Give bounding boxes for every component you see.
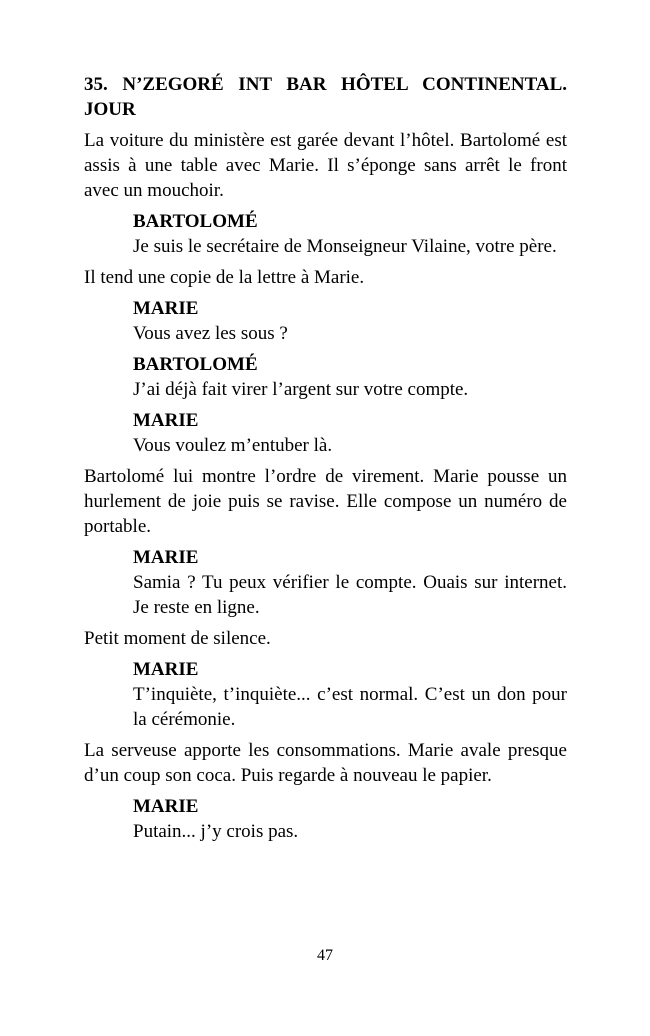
character-name: MARIE [133, 410, 199, 431]
dialogue-line: Putain... j’y crois pas. [133, 821, 299, 842]
character-name: BARTOLOMÉ [133, 211, 258, 232]
dialogue-block [133, 296, 567, 346]
dialogue-block [133, 545, 567, 620]
dialogue-line: Vous voulez m’entuber là. [133, 435, 333, 456]
character-name: MARIE [133, 659, 199, 680]
action-paragraph: La voiture du ministère est garée devant l’hôtel. Bartolomé est assis à une table avec Marie. Il s’éponge sans arrêt le front avec un mouchoir. [84, 130, 567, 201]
dialogue-line: T’inquiète, t’inquiète... c’est normal. C’est un don pour la cérémonie. [133, 684, 567, 730]
dialogue-line: Samia ? Tu peux vérifier le compte. Ouais sur internet. Je reste en ligne. [133, 572, 567, 618]
page-number: 47 [317, 947, 333, 964]
dialogue-block [133, 657, 567, 732]
scene-heading: 35. N’ZEGORÉ INT BAR HÔTEL CONTINENTAL. JOUR [84, 74, 567, 120]
dialogue-line: J’ai déjà fait virer l’argent sur votre compte. [133, 379, 469, 400]
action-paragraph: Bartolomé lui montre l’ordre de virement. Marie pousse un hurlement de joie puis se ravise. Elle compose un numéro de portable. [84, 466, 567, 537]
dialogue-line: Je suis le secrétaire de Monseigneur Vilaine, votre père. [133, 236, 557, 257]
character-name: MARIE [133, 298, 199, 319]
dialogue-block [133, 209, 567, 259]
action-paragraph: La serveuse apporte les consommations. Marie avale presque d’un coup son coca. Puis regarde à nouveau le papier. [84, 740, 567, 786]
dialogue-block [133, 352, 567, 402]
character-name: MARIE [133, 547, 199, 568]
character-name: BARTOLOMÉ [133, 354, 258, 375]
action-paragraph: Il tend une copie de la lettre à Marie. [84, 267, 365, 288]
screenplay-page [84, 72, 567, 850]
dialogue-block [133, 794, 567, 844]
character-name: MARIE [133, 796, 199, 817]
dialogue-line: Vous avez les sous ? [133, 323, 288, 344]
dialogue-block [133, 408, 567, 458]
action-paragraph: Petit moment de silence. [84, 628, 271, 649]
